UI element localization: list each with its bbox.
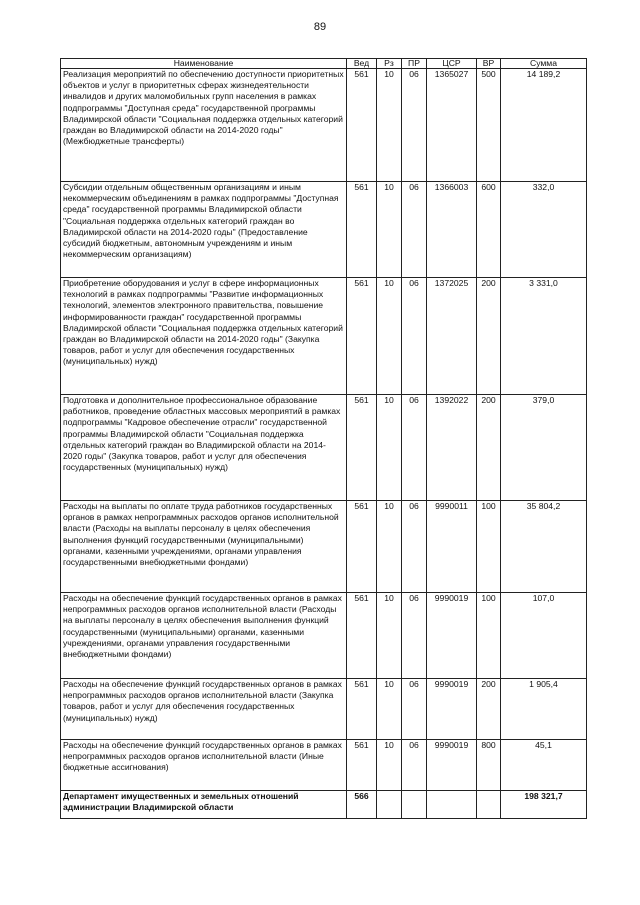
total-pr xyxy=(402,791,427,819)
row-rz: 10 xyxy=(377,593,402,679)
total-csr xyxy=(427,791,477,819)
row-vr: 100 xyxy=(477,501,501,593)
header-vr: ВР xyxy=(477,59,501,69)
row-rz: 10 xyxy=(377,69,402,182)
header-ved: Вед xyxy=(347,59,377,69)
table-row xyxy=(61,740,587,791)
row-name: Расходы на обеспечение функций государственных органов в рамках непрограммных расходов органов исполнительной власти (Закупка товаров, работ и услуг для обеспечения государственных (муниципальных) нужд) xyxy=(61,679,347,740)
header-csr: ЦСР xyxy=(427,59,477,69)
row-ved: 561 xyxy=(347,679,377,740)
row-ved: 561 xyxy=(347,501,377,593)
row-name: Расходы на обеспечение функций государственных органов в рамках непрограммных расходов органов исполнительной власти (Иные бюджетные ассигнования) xyxy=(61,740,347,791)
table-row xyxy=(61,69,587,182)
row-csr: 1392022 xyxy=(427,395,477,501)
row-sum: 45,1 xyxy=(501,740,587,791)
row-rz: 10 xyxy=(377,501,402,593)
table-header-row xyxy=(61,59,587,69)
row-name: Реализация мероприятий по обеспечению доступности приоритетных объектов и услуг в приоритетных сферах жизнедеятельности инвалидов и других маломобильных групп населения в рамках подпрограммы "Доступная среда" государственной программы Владимирской области "Социальная поддержка отдельных категорий граждан во Владимирской области на 2014-2020 годы" (Межбюджетные трансферты) xyxy=(61,69,347,182)
total-name: Департамент имущественных и земельных отношений администрации Владимирской области xyxy=(61,791,347,819)
row-name: Подготовка и дополнительное профессиональное образование работников, проведение областных массовых мероприятий в рамках подпрограммы "Кадровое обеспечение отрасли" государственной программы Владимирской области "Социальная поддержка отдельных категорий граждан во Владимирской области на 2014-2020 годы" (Закупка товаров, работ и услуг для обеспечения государственных (муниципальных) нужд) xyxy=(61,395,347,501)
row-rz: 10 xyxy=(377,182,402,278)
budget-table xyxy=(60,58,587,819)
row-rz: 10 xyxy=(377,395,402,501)
row-sum: 107,0 xyxy=(501,593,587,679)
row-pr: 06 xyxy=(402,69,427,182)
row-csr: 9990019 xyxy=(427,593,477,679)
row-vr: 800 xyxy=(477,740,501,791)
total-row xyxy=(61,791,587,819)
total-rz xyxy=(377,791,402,819)
row-pr: 06 xyxy=(402,278,427,395)
row-ved: 561 xyxy=(347,395,377,501)
row-sum: 379,0 xyxy=(501,395,587,501)
row-sum: 1 905,4 xyxy=(501,679,587,740)
total-ved: 566 xyxy=(347,791,377,819)
row-rz: 10 xyxy=(377,740,402,791)
row-rz: 10 xyxy=(377,278,402,395)
row-ved: 561 xyxy=(347,740,377,791)
row-vr: 500 xyxy=(477,69,501,182)
total-vr xyxy=(477,791,501,819)
table-row xyxy=(61,395,587,501)
row-name: Расходы на обеспечение функций государственных органов в рамках непрограммных расходов органов исполнительной власти (Расходы на выплаты персоналу в целях обеспечения выполнения функций государственными (муниципальными) органами, казенными учреждениями, органами управления государственными внебюджетными фондами) xyxy=(61,593,347,679)
row-vr: 100 xyxy=(477,593,501,679)
row-ved: 561 xyxy=(347,182,377,278)
table-row xyxy=(61,593,587,679)
row-pr: 06 xyxy=(402,740,427,791)
header-name: Наименование xyxy=(61,59,347,69)
row-name: Субсидии отдельным общественным организациям и иным некоммерческим объединениям в рамках подпрограммы "Доступная среда" государственной программы Владимирской области "Социальная поддержка отдельных категорий граждан во Владимирской области на 2014-2020 годы" (Предоставление субсидий бюджетным, автономным учреждениям и иным некоммерческим организациям) xyxy=(61,182,347,278)
row-pr: 06 xyxy=(402,395,427,501)
row-csr: 1366003 xyxy=(427,182,477,278)
row-vr: 200 xyxy=(477,278,501,395)
header-sum: Сумма xyxy=(501,59,587,69)
row-sum: 3 331,0 xyxy=(501,278,587,395)
row-sum: 35 804,2 xyxy=(501,501,587,593)
row-csr: 1365027 xyxy=(427,69,477,182)
row-name: Расходы на выплаты по оплате труда работников государственных органов в рамках непрограммных расходов органов исполнительной власти (Расходы на выплаты персоналу в целях обеспечения выполнения функций государственными (муниципальными) органами, казенными учреждениями, органами управления государственными внебюджетными фондами) xyxy=(61,501,347,593)
row-csr: 9990019 xyxy=(427,679,477,740)
table-row xyxy=(61,679,587,740)
row-pr: 06 xyxy=(402,182,427,278)
row-rz: 10 xyxy=(377,679,402,740)
row-pr: 06 xyxy=(402,501,427,593)
table-row xyxy=(61,278,587,395)
row-csr: 9990011 xyxy=(427,501,477,593)
row-pr: 06 xyxy=(402,593,427,679)
row-sum: 332,0 xyxy=(501,182,587,278)
header-pr: ПР xyxy=(402,59,427,69)
row-sum: 14 189,2 xyxy=(501,69,587,182)
total-sum: 198 321,7 xyxy=(501,791,587,819)
page-number: 89 xyxy=(313,21,327,33)
row-ved: 561 xyxy=(347,593,377,679)
row-csr: 9990019 xyxy=(427,740,477,791)
row-vr: 600 xyxy=(477,182,501,278)
row-ved: 561 xyxy=(347,69,377,182)
row-pr: 06 xyxy=(402,679,427,740)
row-ved: 561 xyxy=(347,278,377,395)
table-row xyxy=(61,182,587,278)
row-csr: 1372025 xyxy=(427,278,477,395)
row-name: Приобретение оборудования и услуг в сфере информационных технологий в рамках подпрограммы "Развитие информационных технологий, элементов электронного правительства, повышение информированности граждан" государственной программы Владимирской области "Социальная поддержка отдельных категорий граждан во Владимирской области на 2014-2020 годы" (Закупка товаров, работ и услуг для обеспечения государственных (муниципальных) нужд) xyxy=(61,278,347,395)
row-vr: 200 xyxy=(477,679,501,740)
row-vr: 200 xyxy=(477,395,501,501)
table-row xyxy=(61,501,587,593)
header-rz: Рз xyxy=(377,59,402,69)
